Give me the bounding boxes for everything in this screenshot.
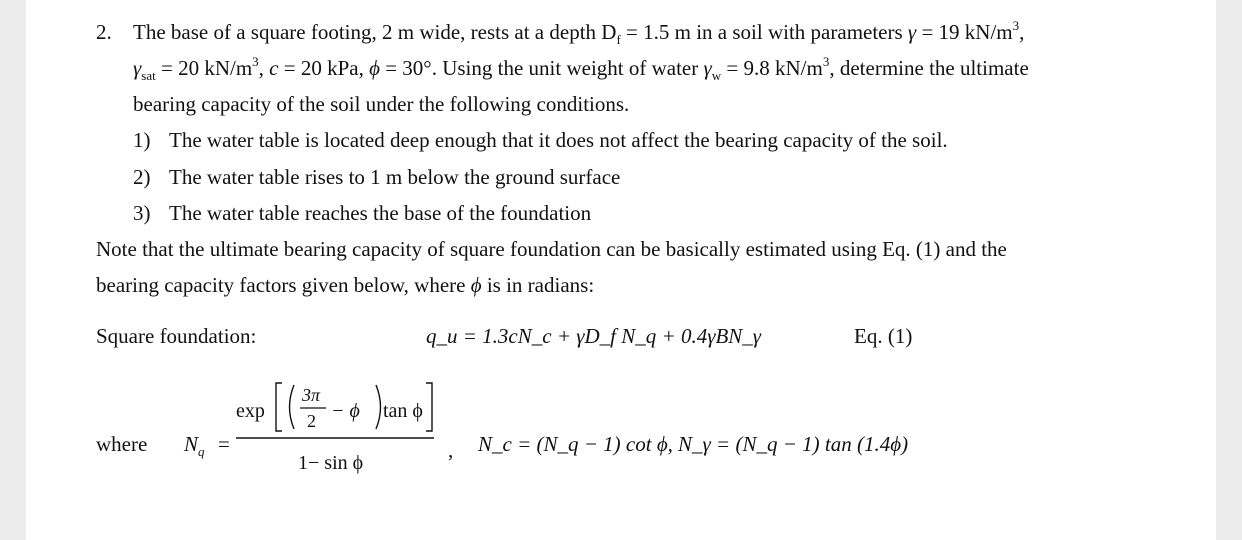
problem-line-2: $\gamma_{sat} = 20$ $kN/m^3$, c = 20 kPa, ϕ = 30°. Using the unit weight of water $\gamma_w = 9.8$ $kN/m^3$, determine the ultimate [133,54,1029,84]
equation-brackets [26,0,1216,540]
nq-symbol: $N_q$ [184,432,205,460]
condition-2-text: The water table rises to 1 m below the ground surface [169,165,621,189]
condition-2-number: 2) [133,165,151,189]
nq-denominator: 1− sin ϕ [298,452,364,474]
equation-reference: Eq. (1) [854,324,913,348]
bearing-capacity-equation: q_u = 1.3cN_c + γD_f N_q + 0.4γBN_γ [426,324,762,348]
exp-function: exp [236,400,265,422]
square-foundation-label: Square foundation: [96,324,257,348]
condition-1-number: 1) [133,128,151,152]
minus-phi: − ϕ [331,400,360,422]
left-paren [290,385,295,429]
right-square-bracket [426,383,432,431]
condition-3-text: The water table reaches the base of the foundation [169,201,592,225]
note-line-1: Note that the ultimate bearing capacity of square foundation can be basically estimated using Eq. (1) and the [96,237,1007,261]
nc-formula: N_c = (N_q − 1) cot ϕ, [478,432,673,456]
condition-1-text: The water table is located deep enough that it does not affect the bearing capacity of the soil. [169,128,948,152]
problem-line-3: bearing capacity of the soil under the following conditions. [133,92,630,116]
tan-phi: tan ϕ [383,400,423,422]
three-pi: 3π [302,385,321,405]
right-paren [376,385,381,429]
nq-equals: = [218,432,230,456]
document-page [26,0,1216,540]
problem-line-1: The base of a square footing, 2 m wide, rests at a depth $D_f = 1.5$ m in a soil with parameters γ = 19 $kN/m^3$, [133,18,1025,48]
condition-3-number: 3) [133,201,151,225]
note-line-2: bearing capacity factors given below, where ϕ is in radians: [96,273,595,297]
problem-number: 2. [96,20,112,44]
left-square-bracket [276,383,282,431]
ngamma-formula: N_γ = (N_q − 1) tan (1.4ϕ) [678,432,909,456]
where-label: where [96,432,148,456]
two-denominator: 2 [307,411,316,431]
factor-comma: , [448,438,454,462]
